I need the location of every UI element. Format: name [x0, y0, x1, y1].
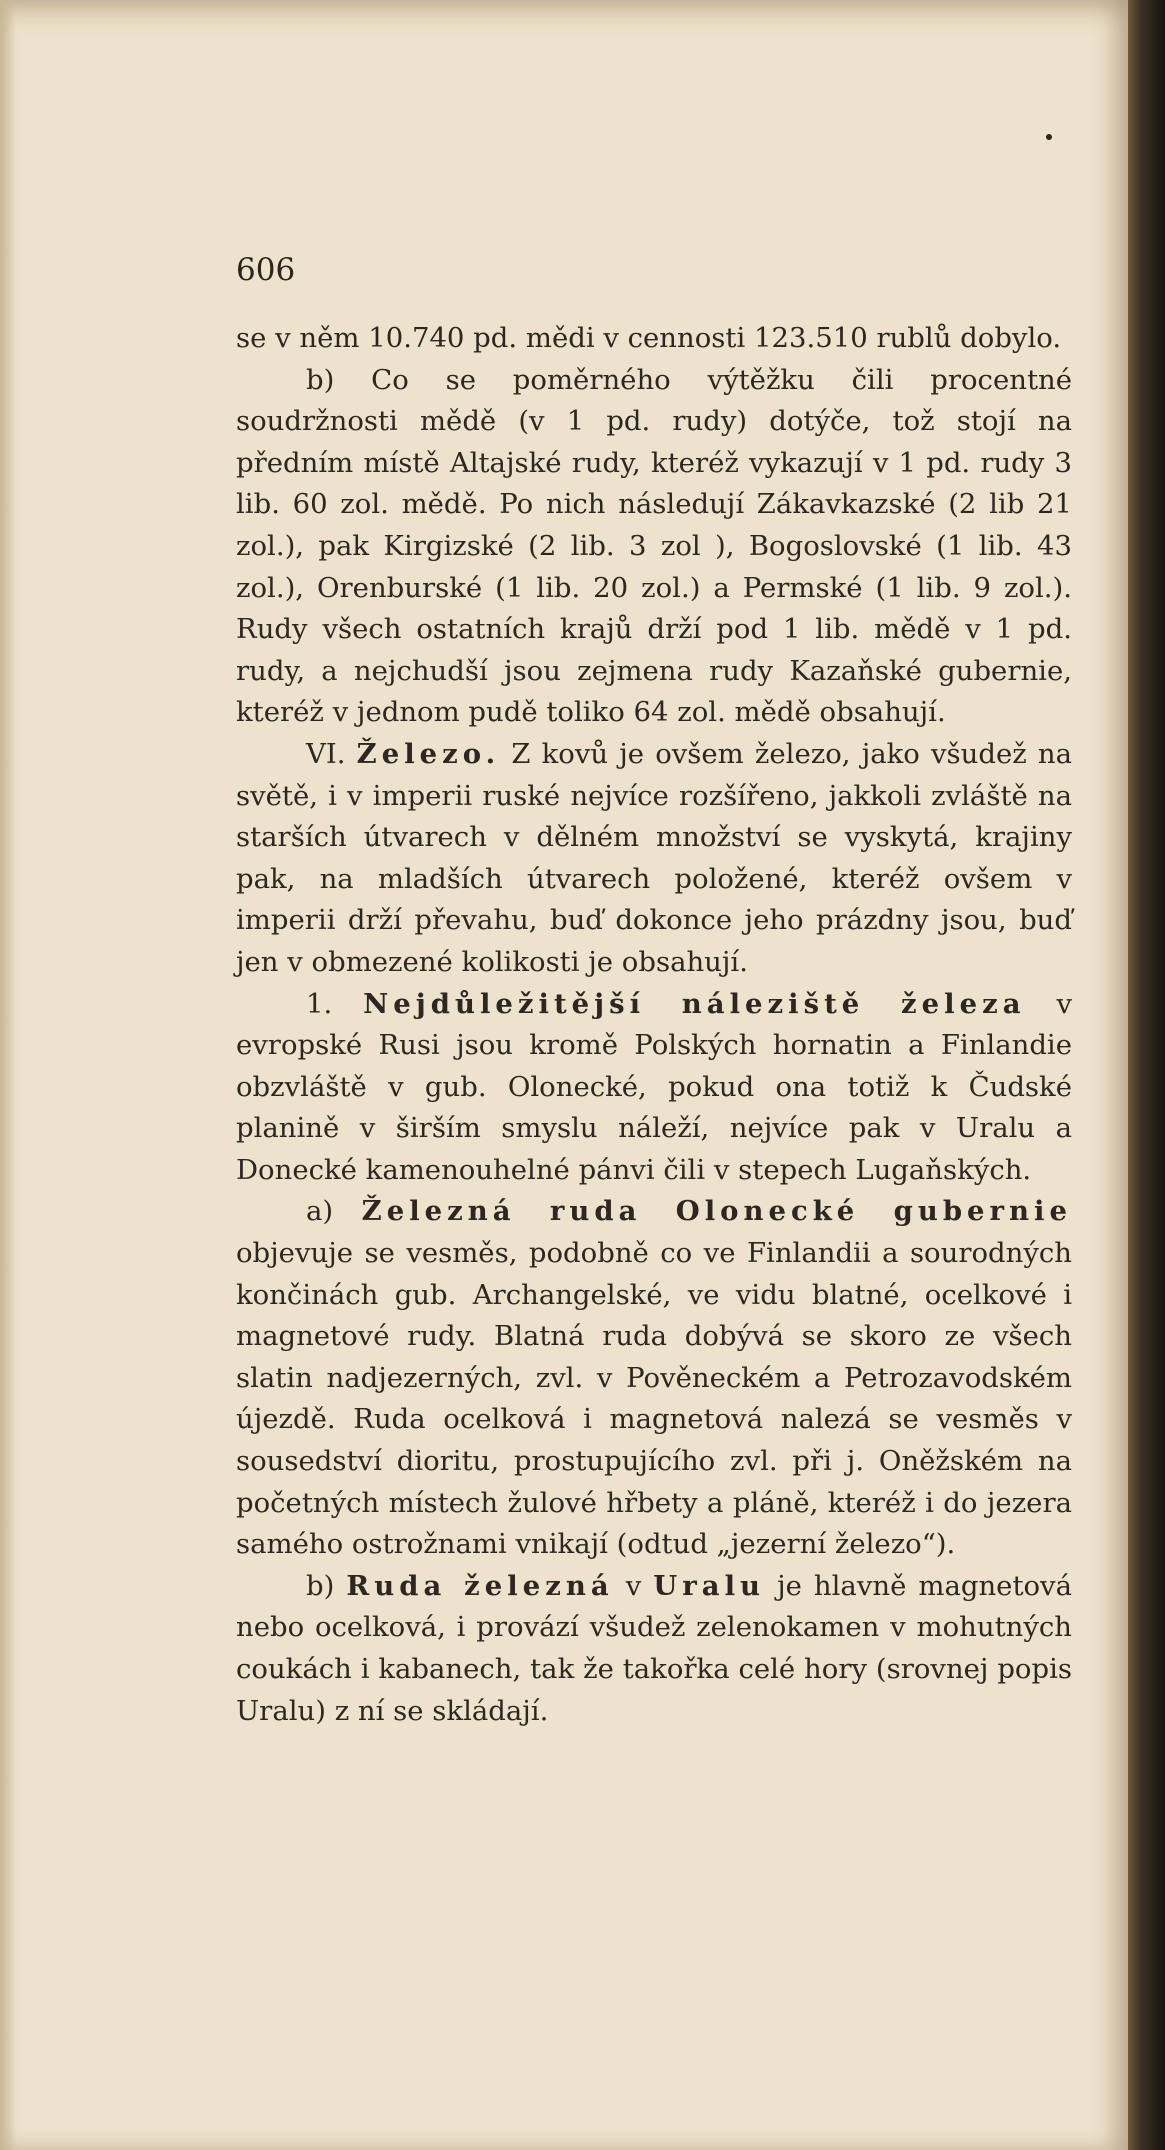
paragraph-3-text: Z kovů je ovšem železo, jako všudež na světě, i v imperii ruské nejvíce rozšířeno, jakkoli zvláště na starších útvarech v dělném množství se vyskytá, krajiny pak, na mladších útvarech položené, kteréž ovšem v imperii drží převahu, buď dokonce jeho prázdny jsou, buď jen v obmezené kolikosti je obsahují.	[236, 737, 1072, 978]
section-number: VI.	[306, 737, 357, 770]
paragraph-4	[236, 984, 1072, 1192]
body-text	[236, 318, 1072, 1732]
book-edge	[1128, 0, 1165, 2150]
item-heading-ruda-zelezna: Ruda železná	[346, 1569, 614, 1602]
paragraph-1-text: se v něm 10.740 pd. mědi v cennosti 123.510 rublů dobylo.	[236, 322, 1062, 354]
paragraph-6-text: je hlavně magnetová nebo ocelková, i provází všudež zelenokamen v mohutných coukách i kabanech, tak že takořka celé hory (srovnej popis Uralu) z ní se skládají.	[236, 1569, 1072, 1727]
page-gutter-shadow	[0, 0, 16, 2150]
item-marker-b: b)	[306, 1569, 347, 1602]
subsection-heading: Nejdůležitější náleziště železa	[363, 987, 1026, 1020]
item-heading-olonecke: Železná ruda Olonecké gubernie	[361, 1195, 1072, 1228]
paragraph-6	[236, 1566, 1072, 1732]
paragraph-2	[236, 360, 1072, 734]
ink-speck	[1046, 134, 1052, 140]
paragraph-5	[236, 1191, 1072, 1565]
section-heading-zelezo: Železo.	[356, 737, 501, 770]
paragraph-5-text: objevuje se vesměs, podobně co ve Finlandii a sourodných končinách gub. Archangelské, ve vidu blatné, ocelkové i magnetové rudy. Blatná ruda dobývá se skoro ze všech slatin nadjezerných, zvl. v Pověneckém a Petrozavodském újezdě. Ruda ocelková i magnetová nalezá se vesměs v sousedství dioritu, prostupujícího zvl. při j. Oněžském na početných místech žulové hřbety a pláně, kteréž i do jezera samého ostrožnami vnikají (odtud „jezerní železo“).	[236, 1237, 1072, 1561]
paragraph-6-connector: v	[613, 1569, 654, 1602]
paragraph-3	[236, 734, 1072, 984]
item-marker-a: a)	[306, 1195, 362, 1228]
page-number: 606	[236, 252, 296, 288]
subsection-number: 1.	[306, 987, 364, 1020]
item-heading-uralu: Uralu	[653, 1569, 766, 1602]
paragraph-1	[236, 318, 1072, 360]
paragraph-4-text: v evropské Rusi jsou kromě Polských hornatin a Finlandie obzvláště v gub. Olonecké, pokud ona totiž k Čudské planině v širším smyslu náleží, nejvíce pak v Uralu a Donecké kamenouhelné pánvi čili v stepech Lugaňských.	[236, 987, 1072, 1186]
paragraph-2-text: b) Co se poměrného výtěžku čili procentné soudržnosti mědě (v 1 pd. rudy) dotýče, tož stojí na předním místě Altajské rudy, kteréž vykazují v 1 pd. rudy 3 lib. 60 zol. mědě. Po nich následují Zákavkazské (2 lib 21 zol.), pak Kirgizské (2 lib. 3 zol ), Bogoslovské (1 lib. 43 zol.), Orenburské (1 lib. 20 zol.) a Permské (1 lib. 9 zol.). Rudy všech ostatních krajů drží pod 1 lib. mědě v 1 pd. rudy, a nejchudší jsou zejmena rudy Kazaňské gubernie, kteréž v jednom pudě toliko 64 zol. mědě obsahují.	[236, 363, 1072, 729]
